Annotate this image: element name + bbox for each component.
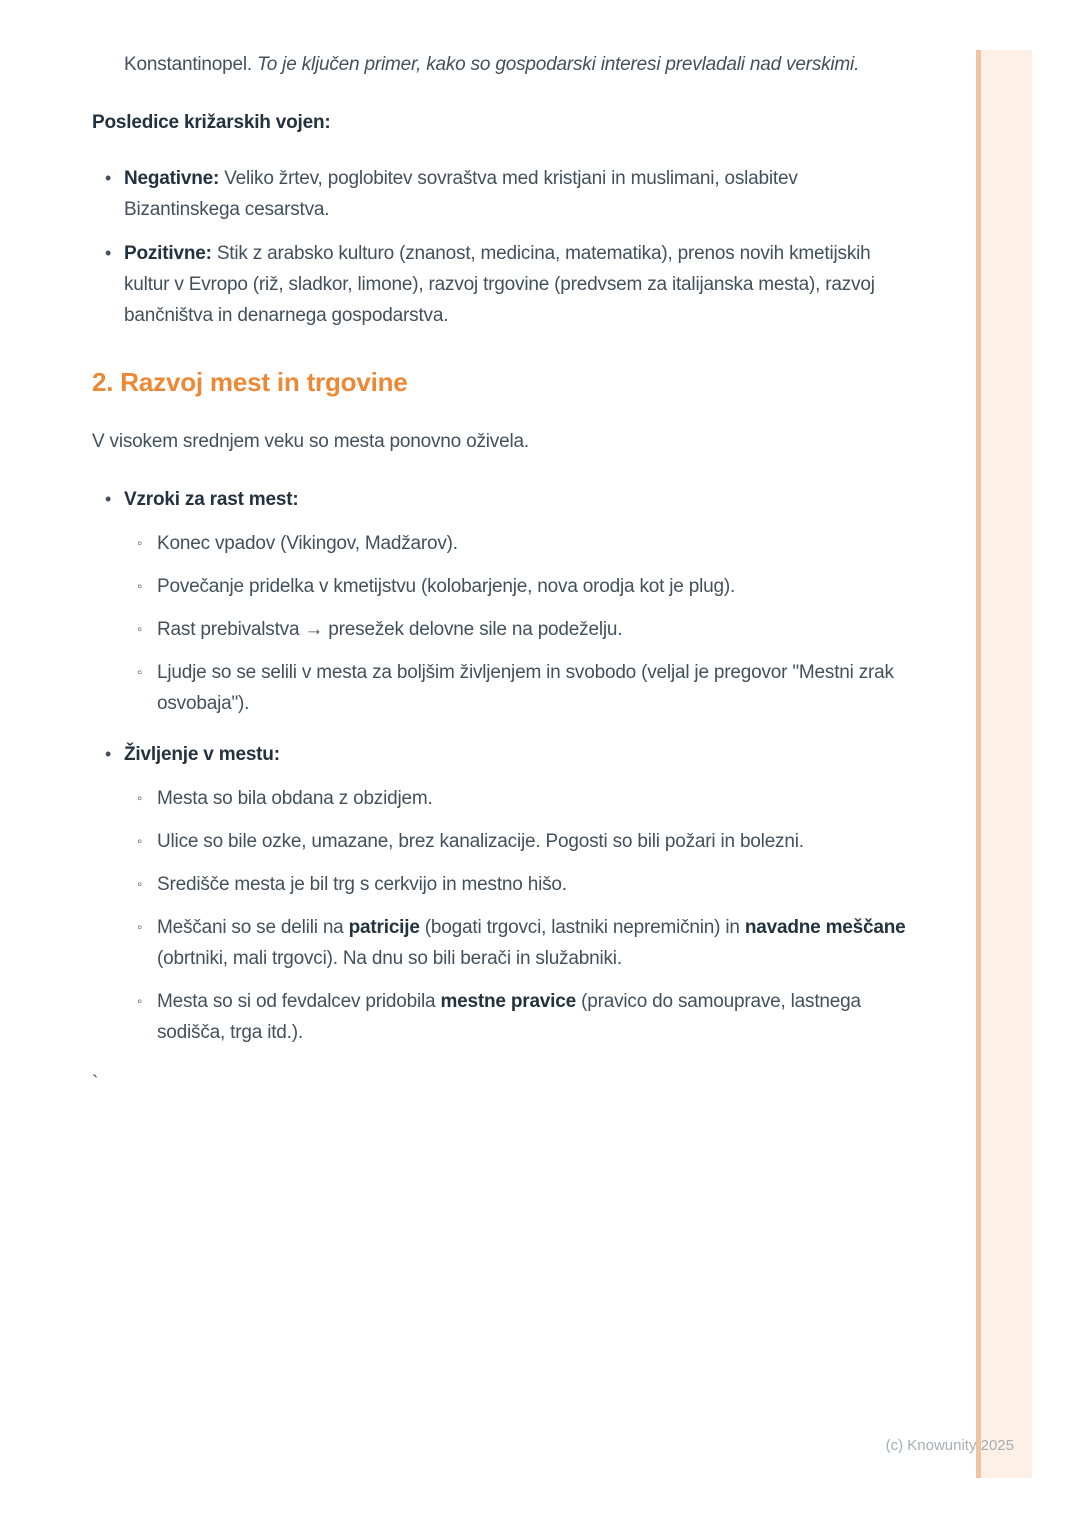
text-segment: Življenje v mestu: xyxy=(124,744,280,765)
text-segment: patricije xyxy=(348,917,420,938)
bullet-list xyxy=(92,163,908,331)
bullet-icon: • xyxy=(105,243,112,263)
list-item xyxy=(125,657,908,719)
text-segment: Veliko žrtev, poglobitev sovraštva med kristjani in muslimani, oslabitev Bizantinskega cesarstva. xyxy=(124,168,798,220)
text-segment: To je ključen primer, kako so gospodarski interesi prevladali nad verskimi. xyxy=(257,54,860,75)
sub-bullet-icon: ◦ xyxy=(137,535,143,552)
list-item xyxy=(125,528,908,559)
text-segment: Meščani so se delili na xyxy=(157,917,349,938)
text-segment: Vzroki za rast mest: xyxy=(124,489,299,510)
sub-bullet-list xyxy=(125,783,908,1048)
list-item xyxy=(125,912,908,974)
text-segment: Mesta so si od fevdalcev pridobila xyxy=(157,991,441,1012)
text-segment: Mesta so bila obdana z obzidjem. xyxy=(157,788,433,809)
list-item xyxy=(92,739,908,770)
list-item xyxy=(92,238,908,331)
text-segment: V visokem srednjem veku so mesta ponovno oživela. xyxy=(92,431,529,452)
list-item xyxy=(125,614,908,645)
text-segment: Konec vpadov (Vikingov, Madžarov). xyxy=(157,533,458,554)
text-segment: Pozitivne: xyxy=(124,243,212,264)
list-item-text xyxy=(157,571,908,602)
sub-bullet-icon: ◦ xyxy=(137,919,143,936)
subheading: Posledice križarskih vojen: xyxy=(92,112,331,133)
text-segment: Povečanje pridelka v kmetijstvu (kolobarjenje, nova orodja kot je plug). xyxy=(157,576,736,597)
list-item-text xyxy=(157,783,908,814)
list-item xyxy=(92,163,908,225)
paragraph xyxy=(92,49,908,80)
bullet-icon: • xyxy=(105,168,112,188)
list-item xyxy=(125,571,908,602)
list-item-text xyxy=(157,869,908,900)
list-item-text xyxy=(157,657,908,719)
text-segment: Stik z arabsko kulturo (znanost, medicina, matematika), prenos novih kmetijskih kultur v Evropo (riž, sladkor, limone), razvoj trgovine (predvsem za italijanska mesta), razvoj bančništva in denarnega gospodarstva. xyxy=(124,243,875,326)
list-item-text xyxy=(124,739,908,770)
text-segment: (pravico do samouprave, lastnega sodišča, trga itd.). xyxy=(157,991,861,1043)
sub-bullet-icon: ◦ xyxy=(137,833,143,850)
text-segment: Ulice so bile ozke, umazane, brez kanalizacije. Pogosti so bili požari in bolezni. xyxy=(157,831,804,852)
list-item xyxy=(92,484,908,515)
text-segment: (bogati trgovci, lastniki nepremičnin) in xyxy=(419,917,745,938)
text-segment: mestne pravice xyxy=(440,991,576,1012)
paragraph xyxy=(92,1068,908,1099)
section-heading: 2. Razvoj mest in trgovine xyxy=(92,367,408,397)
sub-bullet-icon: ◦ xyxy=(137,790,143,807)
bullet-icon: • xyxy=(105,744,112,764)
sub-bullet-icon: ◦ xyxy=(137,578,143,595)
list-item-text xyxy=(157,912,908,974)
list-item-text xyxy=(157,986,908,1048)
list-item-text xyxy=(157,826,908,857)
paragraph xyxy=(92,426,908,457)
list-item-text xyxy=(124,238,908,331)
list-item-text xyxy=(157,614,908,645)
bullet-list xyxy=(92,484,908,1048)
sub-bullet-list xyxy=(125,528,908,719)
sub-bullet-icon: ◦ xyxy=(137,621,143,638)
copyright-footer: (c) Knowunity 2025 xyxy=(885,1437,1014,1454)
list-item xyxy=(125,783,908,814)
text-segment: Ljudje so se selili v mesta za boljšim življenjem in svobodo (veljal je pregovor "Mestni zrak osvobaja"). xyxy=(157,662,894,714)
list-item xyxy=(125,986,908,1048)
list-item-text xyxy=(124,163,908,225)
text-segment: ` xyxy=(92,1073,99,1094)
list-item xyxy=(125,869,908,900)
text-segment: Središče mesta je bil trg s cerkvijo in mestno hišo. xyxy=(157,874,567,895)
text-segment: Konstantinopel. xyxy=(124,54,258,75)
sub-bullet-icon: ◦ xyxy=(137,993,143,1010)
list-item-text xyxy=(157,528,908,559)
bullet-icon: • xyxy=(105,489,112,509)
sub-bullet-icon: ◦ xyxy=(137,664,143,681)
text-segment: Negativne: xyxy=(124,168,220,189)
text-segment: navadne meščane xyxy=(744,917,906,938)
text-segment: (obrtniki, mali trgovci). Na dnu so bili berači in služabniki. xyxy=(157,948,622,969)
list-item-text xyxy=(124,484,908,515)
list-item xyxy=(125,826,908,857)
text-segment: Rast prebivalstva → presežek delovne sile na podeželju. xyxy=(157,619,623,640)
sub-bullet-icon: ◦ xyxy=(137,876,143,893)
